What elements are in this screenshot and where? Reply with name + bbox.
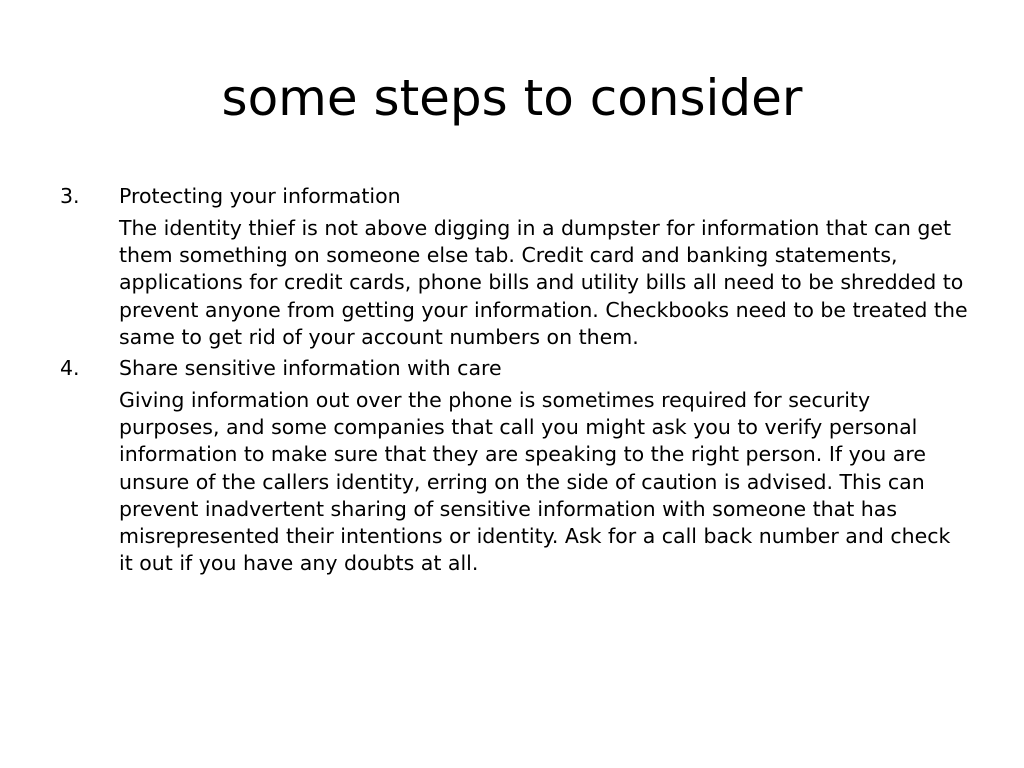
list-item-4 [60, 353, 970, 577]
list-item-heading: Share sensitive information with care [119, 356, 502, 381]
list-item-number: 3. [60, 184, 80, 208]
list-item-heading: Protecting your information [119, 184, 401, 208]
list-item-3 [60, 181, 970, 351]
slide-title: some steps to consider [221, 69, 803, 127]
list-item-body: Giving information out over the phone is sometimes required for security purposes, and some companies that call you might ask you to verify personal information to make sure that they are speaking to the right person. If you are unsure of the callers identity, erring on the side of caution is advised. This can prevent inadvertent sharing of sensitive information with someone that has misrepresented their intentions or identity. Ask for a call back number and check it out if you have any doubts at all. [119, 388, 951, 576]
slide-content [60, 181, 970, 579]
list-item-number: 4. [60, 356, 80, 381]
list-item-body: The identity thief is not above digging in a dumpster for information that can get them something on someone else tab. Credit card and banking statements, applications for credit cards, phone bills and utility bills all need to be shredded to prevent anyone from getting your information. Checkbooks need to be treated the same to get rid of your account numbers on them. [119, 216, 968, 349]
